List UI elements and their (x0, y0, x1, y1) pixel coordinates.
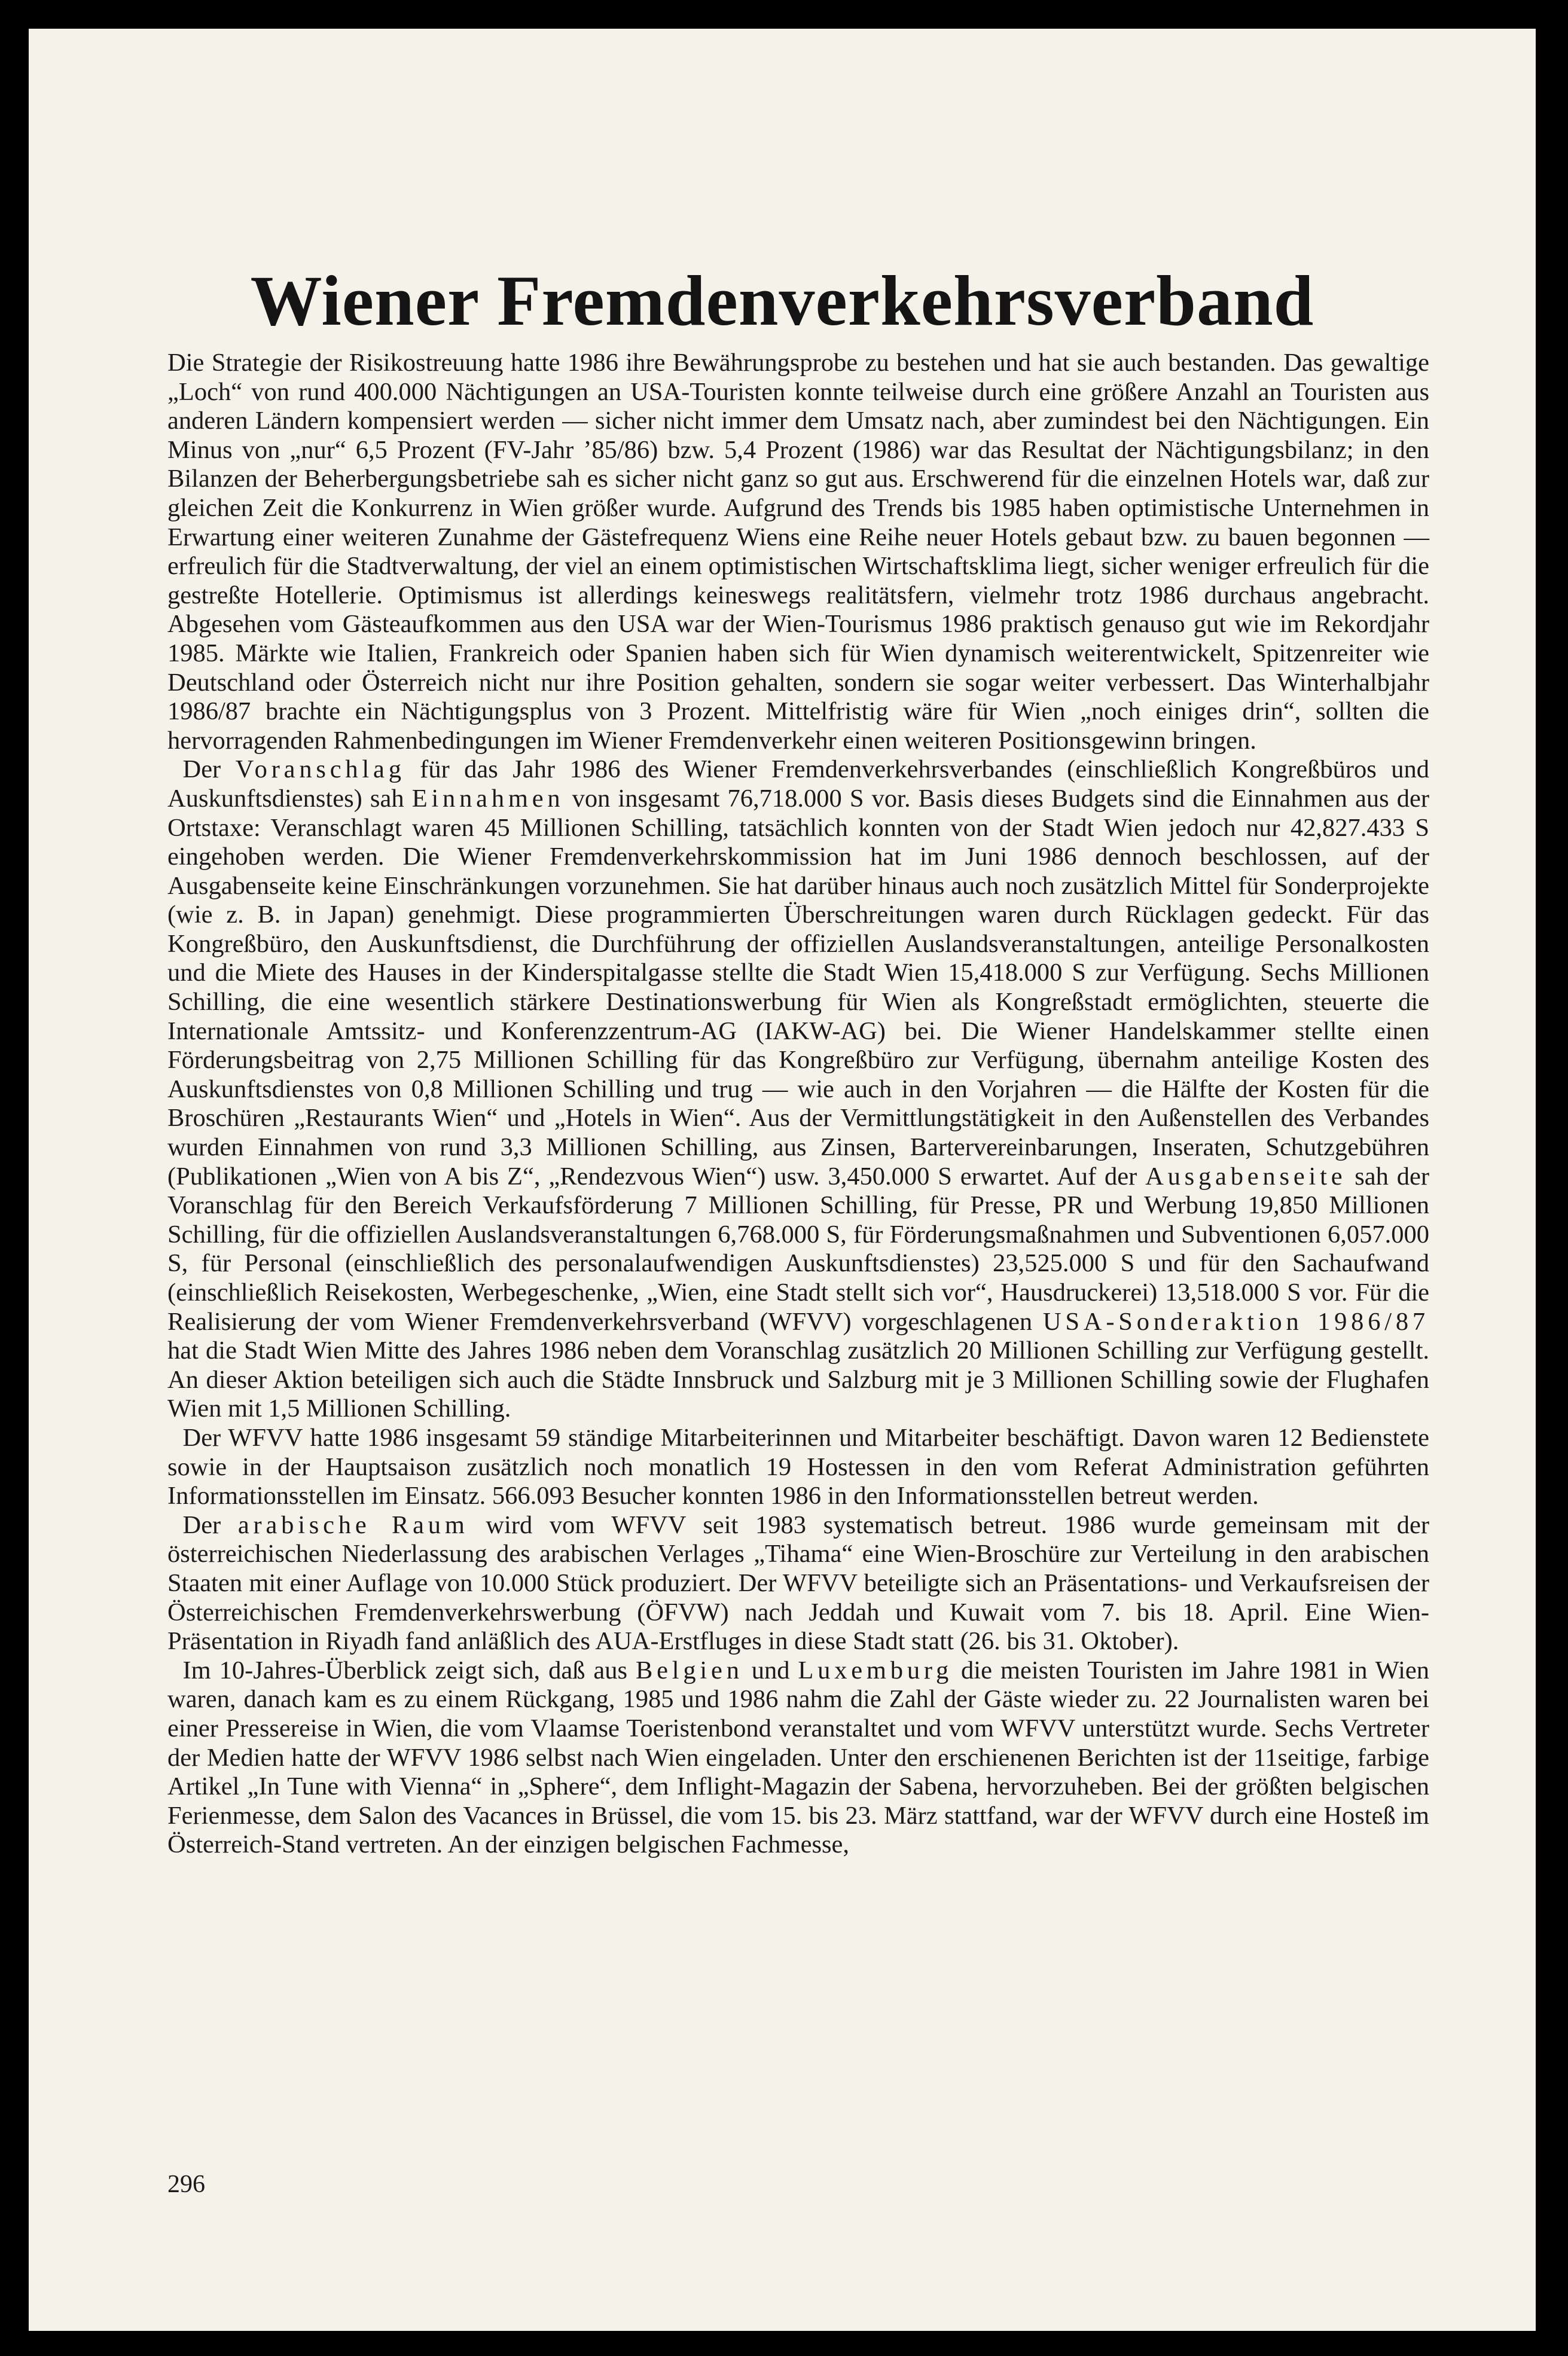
text-span: und (743, 1656, 798, 1684)
paragraph-1: Die Strategie der Risikostreuung hatte 1986 ihre Bewährungsprobe zu bestehen und hat sie auch bestanden. Das gewaltige „Loch“ von rund 400.000 Nächtigungen an USA-Touristen konnte teilweise durch eine größere Anzahl an Touristen aus anderen Ländern kompensiert werden — sicher nicht immer dem Umsatz nach, aber zumindest bei den Nächtigungen. Ein Minus von „nur“ 6,5 Prozent (FV-Jahr ’85/86) bzw. 5,4 Prozent (1986) war das Resultat der Nächtigungsbilanz; in den Bilanzen der Beherbergungsbetriebe sah es sicher nicht ganz so gut aus. Erschwerend für die einzelnen Hotels war, daß zur gleichen Zeit die Konkurrenz in Wien größer wurde. Aufgrund des Trends bis 1985 haben optimistische Unternehmen in Erwartung einer weiteren Zunahme der Gästefrequenz Wiens eine Reihe neuer Hotels gebaut bzw. zu bauen begonnen — erfreulich für die Stadtverwaltung, der viel an einem optimistischen Wirtschaftsklima liegt, sicher weniger erfreulich für die gestreßte Hotellerie. Optimismus ist allerdings keineswegs realitätsfern, vielmehr trotz 1986 durchaus angebracht. Abgesehen vom Gästeaufkommen aus den USA war der Wien-Tourismus 1986 praktisch genauso gut wie im Rekordjahr 1985. Märkte wie Italien, Frankreich oder Spanien haben sich für Wien dynamisch weiterentwickelt, Spitzenreiter wie Deutschland oder Österreich nicht nur ihre Position gehalten, sondern sie sogar weiter verbessert. Das Winterhalbjahr 1986/87 brachte ein Nächtigungsplus von 3 Prozent. Mittelfristig wäre für Wien „noch einiges drin“, sollten die hervorragenden Rahmenbedingungen im Wiener Fremdenverkehr einen weiteren Positionsgewinn bringen. (167, 349, 1429, 755)
text-span: Der (182, 1510, 238, 1539)
text-span: hat die Stadt Wien Mitte des Jahres 1986 neben dem Voranschlag zusätzlich 20 Millionen Schilling zur Verfügung gestellt. An dieser Aktion beteiligen sich auch die Städte Innsbruck und Salzburg mit je 3 Millionen Schilling sowie der Flughafen Wien mit 1,5 Millionen Schilling. (167, 1336, 1429, 1423)
text-span: für das Jahr 1986 des Wiener Fremdenverkehrsverbandes (einschließlich Kongreßbüros und Auskunftsdienstes) sah (167, 755, 1429, 813)
paragraph-2 (167, 755, 1429, 1424)
emphasis-belgien: Belgien (635, 1656, 743, 1684)
page-number: 296 (167, 2171, 205, 2198)
document-page (29, 29, 1536, 2331)
page-title: Wiener Fremdenverkehrsverband (250, 261, 1314, 341)
text-span: wird vom WFVV seit 1983 systematisch betreut. 1986 wurde gemeinsam mit der österreichischen Niederlassung des arabischen Verlages „Tihama“ eine Wien-Broschüre zur Verteilung in den arabischen Staaten mit einer Auflage von 10.000 Stück produziert. Der WFVV beteiligte sich an Präsentations- und Verkaufsreisen der Österreichischen Fremdenverkehrswerbung (ÖFVW) nach Jeddah und Kuwait vom 7. bis 18. April. Eine Wien-Präsentation in Riyadh fand anläßlich des AUA-Erstfluges in diese Stadt statt (26. bis 31. Oktober). (167, 1510, 1429, 1656)
emphasis-einnahmen: Einnahmen (411, 784, 565, 813)
emphasis-voranschlag: Voranschlag (235, 755, 405, 784)
text-span: sah der Voranschlag für den Bereich Verkaufsförderung 7 Millionen Schilling, für Presse, PR und Werbung 19,850 Millionen Schilling, für die offiziellen Auslandsveranstaltungen 6,768.000 S, für Förderungsmaßnahmen und Subventionen 6,057.000 S, für Personal (einschließlich des personalaufwendigen Auskunftsdienstes) 23,525.000 S und für den Sachaufwand (einschließlich Reisekosten, Werbegeschenke, „Wien, eine Stadt stellt sich vor“, Hausdruckerei) 13,518.000 S vor. Für die Realisierung der vom Wiener Fremdenverkehrsverband (WFVV) vorgeschlagenen (167, 1162, 1429, 1336)
paragraph-5 (167, 1656, 1429, 1860)
emphasis-ausgabenseite: Ausgabenseite (1145, 1162, 1347, 1191)
text-span: die meisten Touristen im Jahre 1981 in Wien waren, danach kam es zu einem Rückgang, 1985 und 1986 nahm die Zahl der Gäste wieder zu. 22 Journalisten waren bei einer Pressereise in Wien, die vom Vlaamse Toeristenbond veranstaltet und vom WFVV unterstützt wurde. Sechs Vertreter der Medien hatte der WFVV 1986 selbst nach Wien eingeladen. Unter den erschienenen Berichten ist der 11seitige, farbige Artikel „In Tune with Vienna“ in „Sphere“, dem Inflight-Magazin der Sabena, hervorzuheben. Bei der größten belgischen Ferienmesse, dem Salon des Vacances in Brüssel, die vom 15. bis 23. März stattfand, war der WFVV durch eine Hosteß im Österreich-Stand vertreten. An der einzigen belgischen Fachmesse, (167, 1656, 1430, 1859)
text-span: Im 10-Jahres-Überblick zeigt sich, daß aus (182, 1656, 636, 1684)
emphasis-arabischer-raum: arabische Raum (237, 1510, 469, 1539)
body-text (167, 349, 1429, 1860)
emphasis-luxemburg: Luxemburg (798, 1656, 953, 1684)
paragraph-4 (167, 1511, 1429, 1656)
emphasis-usa-sonderaktion: USA-Sonderaktion 1986/87 (1042, 1307, 1429, 1336)
text-span: Der (182, 755, 236, 784)
paragraph-3: Der WFVV hatte 1986 insgesamt 59 ständige Mitarbeiterinnen und Mitarbeiter beschäftigt. Davon waren 12 Bedienstete sowie in der Hauptsaison zusätzlich noch monatlich 19 Hostessen in den vom Referat Administration geführten Informationsstellen im Einsatz. 566.093 Besucher konnten 1986 in den Informationsstellen betreut werden. (167, 1423, 1429, 1510)
text-span: von insgesamt 76,718.000 S vor. Basis dieses Budgets sind die Einnahmen aus der Ortstaxe: Veranschlagt waren 45 Millionen Schilling, tatsächlich konnten von der Stadt Wien jedoch nur 42,827.433 S eingehoben werden. Die Wiener Fremdenverkehrskommission hat im Juni 1986 dennoch beschlossen, auf der Ausgabenseite keine Einschränkungen vorzunehmen. Sie hat darüber hinaus auch noch zusätzlich Mittel für Sonderprojekte (wie z. B. in Japan) genehmigt. Diese programmierten Überschreitungen waren durch Rücklagen gedeckt. Für das Kongreßbüro, den Auskunftsdienst, die Durchführung der offiziellen Auslandsveranstaltungen, anteilige Personalkosten und die Miete des Hauses in der Kinderspitalgasse stellte die Stadt Wien 15,418.000 S zur Verfügung. Sechs Millionen Schilling, die eine wesentlich stärkere Destinationswerbung für Wien als Kongreßstadt ermöglichten, steuerte die Internationale Amtssitz- und Konferenzzentrum-AG (IAKW-AG) bei. Die Wiener Handelskammer stellte einen Förderungsbeitrag von 2,75 Millionen Schilling für das Kongreßbüro zur Verfügung, übernahm anteilige Kosten des Auskunftsdienstes von 0,8 Millionen Schilling und trug — wie auch in den Vorjahren — die Hälfte der Kosten für die Broschüren „Restaurants Wien“ und „Hotels in Wien“. Aus der Vermittlungstätigkeit in den Außenstellen des Verbandes wurden Einnahmen von rund 3,3 Millionen Schilling, aus Zinsen, Bartervereinbarungen, Inseraten, Schutzgebühren (Publikationen „Wien von A bis Z“, „Rendezvous Wien“) usw. 3,450.000 S erwartet. Auf der (167, 784, 1429, 1191)
